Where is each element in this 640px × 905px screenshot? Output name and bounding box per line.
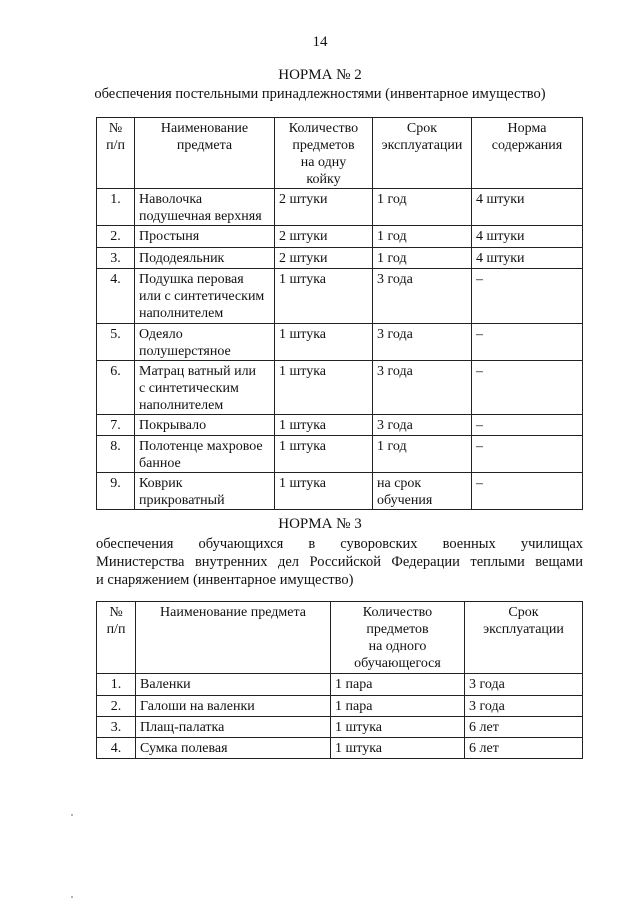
table-row bbox=[97, 269, 583, 324]
table-cell-number: 2. bbox=[97, 696, 136, 717]
table-cell-quantity: 1 штука bbox=[275, 269, 373, 324]
table-cell-norm: – bbox=[472, 269, 583, 324]
table-cell-item: Простыня bbox=[135, 226, 275, 248]
table-cell-item: Галоши на валенки bbox=[136, 696, 331, 717]
table-cell-item: Наволочка подушечная верхняя bbox=[135, 189, 275, 226]
norm3-table bbox=[96, 601, 583, 759]
table-cell-quantity: 2 штуки bbox=[275, 248, 373, 269]
table-cell-item: Сумка полевая bbox=[136, 738, 331, 759]
table-cell-quantity: 2 штуки bbox=[275, 226, 373, 248]
table-cell-number: 4. bbox=[97, 269, 135, 324]
norm3-header-row bbox=[97, 602, 583, 674]
table-cell-number: 1. bbox=[97, 189, 135, 226]
table-row bbox=[97, 717, 583, 738]
norm2-header-cell: Норма содержания bbox=[472, 118, 583, 189]
table-cell-term: 1 год bbox=[373, 248, 472, 269]
table-cell-term: 6 лет bbox=[465, 717, 583, 738]
table-cell-number: 3. bbox=[97, 248, 135, 269]
table-row bbox=[97, 189, 583, 226]
norm2-subtitle: обеспечения постельными принадлежностями (инвентарное имущество) bbox=[94, 86, 546, 102]
table-cell-norm: 4 штуки bbox=[472, 189, 583, 226]
table-cell-term: 6 лет bbox=[465, 738, 583, 759]
norm2-title: НОРМА № 2 bbox=[278, 67, 362, 83]
norm2-header-row bbox=[97, 118, 583, 189]
scan-speck bbox=[71, 896, 73, 898]
table-row bbox=[97, 415, 583, 436]
table-cell-quantity: 1 пара bbox=[331, 674, 465, 696]
table-row bbox=[97, 473, 583, 510]
table-row bbox=[97, 226, 583, 248]
table-cell-term: 3 года bbox=[373, 269, 472, 324]
table-cell-item: Плащ-палатка bbox=[136, 717, 331, 738]
table-cell-term: 3 года bbox=[373, 361, 472, 415]
table-row bbox=[97, 738, 583, 759]
table-cell-quantity: 1 штука bbox=[331, 738, 465, 759]
table-row bbox=[97, 436, 583, 473]
table-cell-number: 3. bbox=[97, 717, 136, 738]
table-row bbox=[97, 324, 583, 361]
norm2-header-cell: Наименование предмета bbox=[135, 118, 275, 189]
table-cell-norm: 4 штуки bbox=[472, 226, 583, 248]
table-row bbox=[97, 361, 583, 415]
table-cell-quantity: 1 штука bbox=[275, 361, 373, 415]
table-cell-number: 6. bbox=[97, 361, 135, 415]
table-cell-item: Пододеяльник bbox=[135, 248, 275, 269]
table-cell-number: 7. bbox=[97, 415, 135, 436]
scan-speck bbox=[71, 814, 73, 816]
norm2-header-cell: Срок эксплуатации bbox=[373, 118, 472, 189]
table-cell-norm: – bbox=[472, 436, 583, 473]
table-cell-item: Коврик прикроватный bbox=[135, 473, 275, 510]
table-cell-item: Валенки bbox=[136, 674, 331, 696]
table-cell-quantity: 1 штука bbox=[275, 415, 373, 436]
table-cell-number: 4. bbox=[97, 738, 136, 759]
norm3-title: НОРМА № 3 bbox=[278, 516, 362, 532]
table-cell-term: 3 года bbox=[373, 324, 472, 361]
norm3-subtitle-line: и снаряжением (инвентарное имущество) bbox=[96, 572, 354, 588]
table-cell-quantity: 1 штука bbox=[275, 436, 373, 473]
table-cell-norm: – bbox=[472, 361, 583, 415]
table-cell-term: 1 год bbox=[373, 226, 472, 248]
page-number: 14 bbox=[312, 34, 328, 50]
table-cell-norm: – bbox=[472, 415, 583, 436]
norm3-header-cell: Срок эксплуатации bbox=[465, 602, 583, 674]
table-cell-number: 9. bbox=[97, 473, 135, 510]
table-cell-quantity: 1 штука bbox=[331, 717, 465, 738]
norm2-header-cell: № п/п bbox=[97, 118, 135, 189]
table-cell-item: Подушка перовая или с синтетическим наполнителем bbox=[135, 269, 275, 324]
table-cell-norm: – bbox=[472, 324, 583, 361]
table-cell-norm: 4 штуки bbox=[472, 248, 583, 269]
table-cell-norm: – bbox=[472, 473, 583, 510]
norm3-header-cell: Количество предметов на одного обучающегося bbox=[331, 602, 465, 674]
table-cell-item: Полотенце махровое банное bbox=[135, 436, 275, 473]
table-cell-item: Покрывало bbox=[135, 415, 275, 436]
table-cell-number: 5. bbox=[97, 324, 135, 361]
norm2-table bbox=[96, 117, 583, 510]
norm3-header-cell: Наименование предмета bbox=[136, 602, 331, 674]
table-row bbox=[97, 674, 583, 696]
table-cell-number: 2. bbox=[97, 226, 135, 248]
norm3-header-cell: № п/п bbox=[97, 602, 136, 674]
table-cell-item: Матрац ватный или с синтетическим наполнителем bbox=[135, 361, 275, 415]
table-cell-term: 3 года bbox=[373, 415, 472, 436]
table-cell-item: Одеяло полушерстяное bbox=[135, 324, 275, 361]
table-cell-quantity: 1 пара bbox=[331, 696, 465, 717]
table-cell-term: 3 года bbox=[465, 674, 583, 696]
table-row bbox=[97, 696, 583, 717]
norm2-header-cell: Количество предметов на одну койку bbox=[275, 118, 373, 189]
table-cell-quantity: 1 штука bbox=[275, 324, 373, 361]
table-row bbox=[97, 248, 583, 269]
table-cell-number: 1. bbox=[97, 674, 136, 696]
table-cell-term: 1 год bbox=[373, 189, 472, 226]
table-cell-term: 1 год bbox=[373, 436, 472, 473]
table-cell-quantity: 1 штука bbox=[275, 473, 373, 510]
table-cell-term: на срок обучения bbox=[373, 473, 472, 510]
norm3-subtitle-line: обеспечения обучающихся в суворовских военных училищах bbox=[96, 536, 583, 552]
table-cell-number: 8. bbox=[97, 436, 135, 473]
table-cell-quantity: 2 штуки bbox=[275, 189, 373, 226]
table-cell-term: 3 года bbox=[465, 696, 583, 717]
norm3-subtitle-line: Министерства внутренних дел Российской Федерации теплыми вещами bbox=[96, 554, 583, 570]
